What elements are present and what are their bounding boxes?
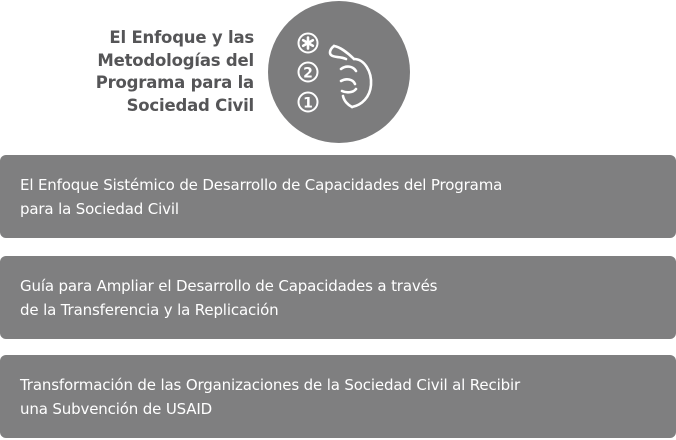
asterisk-icon (299, 34, 318, 53)
title-line: Programa para la (95, 73, 254, 92)
box-text-line: una Subvención de USAID (20, 399, 213, 418)
number-one-label: 1 (303, 95, 313, 112)
number-one-icon (299, 93, 318, 112)
title-line: Metodologías del (97, 50, 254, 70)
box-text-line: El Enfoque Sistémico de Desarrollo de Capacidades del Programa (20, 175, 503, 194)
number-two-label: 2 (303, 65, 313, 82)
pointing-hand-icon (330, 46, 371, 107)
page-title (0, 27, 254, 117)
emblem-graphic (268, 1, 410, 143)
methodology-box-systemic-approach (0, 155, 676, 238)
methodology-box-transfer-guide (0, 256, 676, 339)
title-line: Sociedad Civil (126, 95, 254, 115)
box-text-line: Transformación de las Organizaciones de la Sociedad Civil al Recibir (20, 375, 520, 394)
emblem-circle (268, 1, 410, 143)
methodology-box-transformation (0, 355, 676, 438)
box-text-line: para la Sociedad Civil (20, 199, 179, 218)
box-text-line: Guía para Ampliar el Desarrollo de Capacidades a través (20, 276, 438, 295)
box-text-line: de la Transferencia y la Replicación (20, 300, 279, 319)
number-two-icon (299, 63, 318, 82)
title-line: El Enfoque y las (109, 28, 254, 47)
